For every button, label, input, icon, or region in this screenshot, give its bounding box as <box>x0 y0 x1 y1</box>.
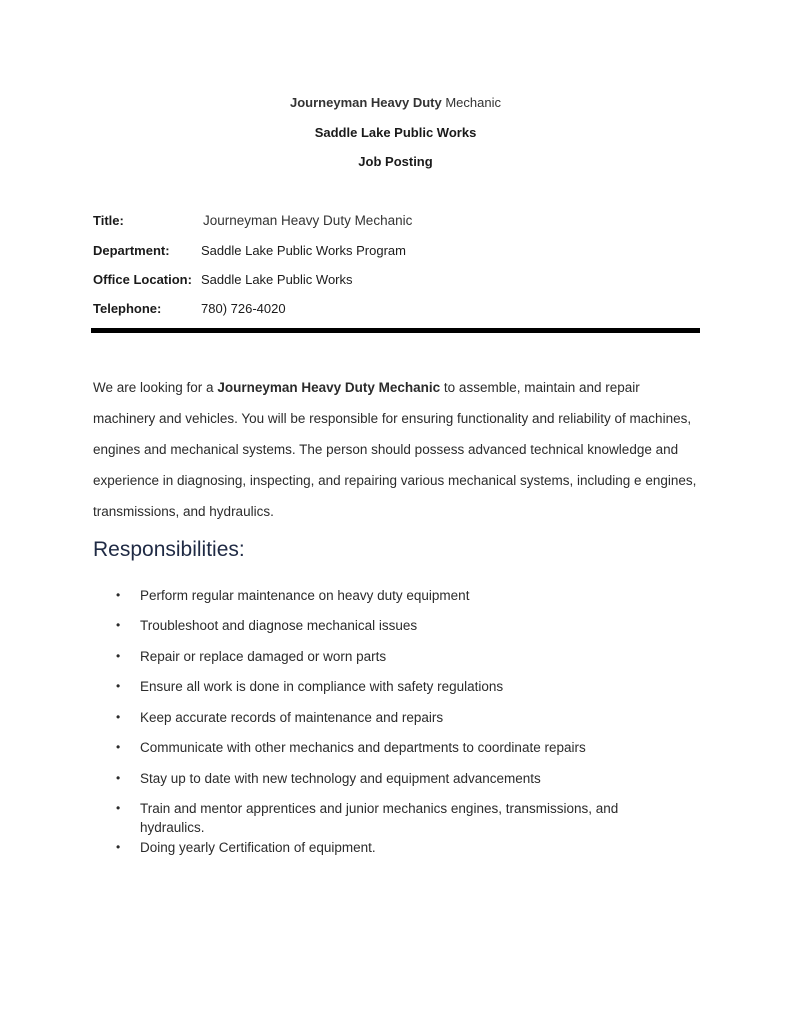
list-item <box>116 616 680 635</box>
list-item <box>116 586 680 605</box>
bullet-icon: • <box>116 588 121 602</box>
info-value: Journeyman Heavy Duty Mechanic <box>203 213 413 228</box>
info-value: Saddle Lake Public Works <box>201 272 353 287</box>
list-item-text: Perform regular maintenance on heavy duty equipment <box>140 588 470 603</box>
list-item <box>116 708 680 727</box>
list-item-text: Ensure all work is done in compliance with safety regulations <box>140 679 504 694</box>
info-value: Saddle Lake Public Works Program <box>201 243 406 258</box>
list-item-text: Communicate with other mechanics and departments to coordinate repairs <box>140 740 586 755</box>
list-item-text: Stay up to date with new technology and equipment advancements <box>140 771 541 786</box>
intro-prefix: We are looking for a <box>93 380 218 395</box>
job-title-normal: Mechanic <box>441 95 501 110</box>
info-label: Telephone: <box>93 301 162 316</box>
bullet-icon: • <box>116 679 121 693</box>
bullet-icon: • <box>116 771 121 785</box>
list-item-text: Doing yearly Certification of equipment. <box>140 840 376 855</box>
list-item <box>116 769 680 788</box>
list-item <box>116 677 680 696</box>
job-title-bold: Journeyman Heavy Duty <box>290 95 442 110</box>
list-item <box>116 738 680 757</box>
info-label: Department: <box>93 243 170 258</box>
list-item <box>116 647 680 666</box>
bullet-icon: • <box>116 618 121 632</box>
bullet-icon: • <box>116 649 121 663</box>
job-title-heading <box>0 95 791 110</box>
intro-suffix: to assemble, maintain and repair machinery and vehicles. You will be responsible for ensuring functionality and reliability of machines, engines and mechanical systems. The person should possess advanced technical knowledge and experience in diagnosing, inspecting, and repairing various mechanical systems, including e engines, transmissions, and hydraulics. <box>93 380 697 519</box>
info-label: Office Location: <box>93 272 192 287</box>
horizontal-rule <box>91 328 700 333</box>
info-label: Title: <box>93 213 124 228</box>
list-item-text: Keep accurate records of maintenance and repairs <box>140 710 444 725</box>
list-item <box>116 799 680 837</box>
bullet-icon: • <box>116 710 121 724</box>
info-value: 780) 726-4020 <box>201 301 286 316</box>
bullet-icon: • <box>116 801 121 815</box>
intro-bold-title: Journeyman Heavy Duty Mechanic <box>217 380 441 395</box>
list-item-text: Troubleshoot and diagnose mechanical issues <box>140 618 418 633</box>
intro-paragraph <box>93 372 703 527</box>
bullet-icon: • <box>116 740 121 754</box>
list-item-text: Repair or replace damaged or worn parts <box>140 649 387 664</box>
list-item <box>116 838 680 857</box>
list-item-text: Train and mentor apprentices and junior mechanics engines, transmissions, and hydraulics. <box>140 801 619 835</box>
organization-heading: Saddle Lake Public Works <box>314 125 477 140</box>
doc-type-heading: Job Posting <box>358 154 433 169</box>
responsibilities-heading: Responsibilities: <box>93 538 245 561</box>
bullet-icon: • <box>116 840 121 854</box>
